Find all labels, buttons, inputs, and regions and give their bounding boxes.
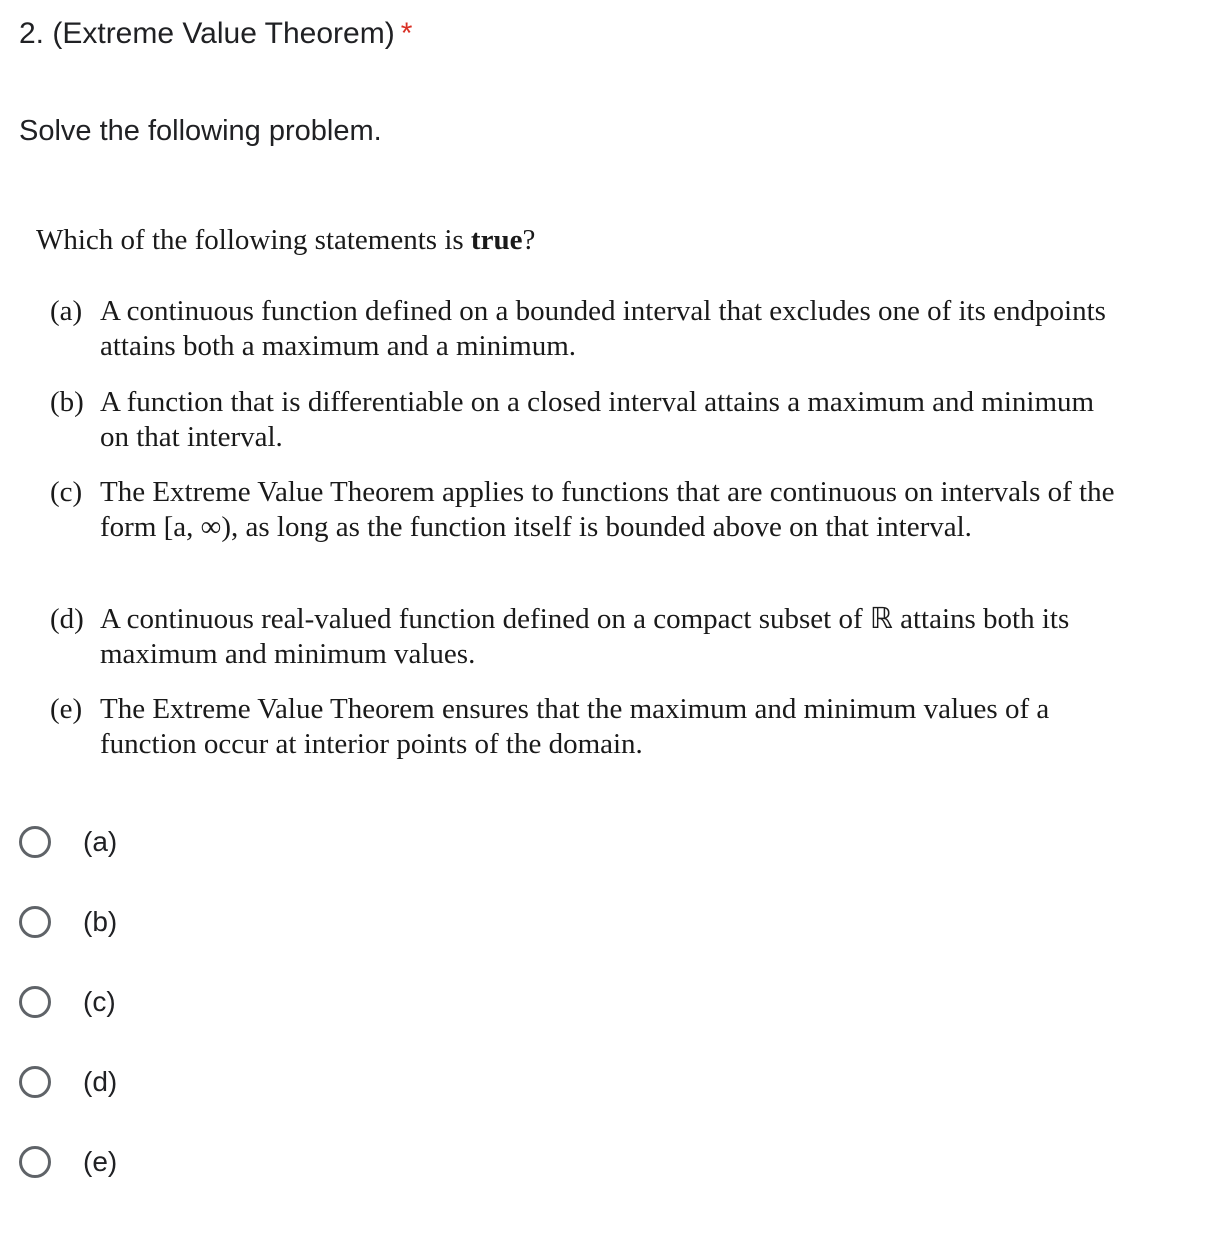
statement-b: [50, 385, 1116, 455]
option-c[interactable]: [19, 978, 319, 1026]
statement-text: The Extreme Value Theorem applies to functions that are continuous on intervals of the form [a, ∞), as long as the function itself is bounded above on that interval.: [100, 476, 1115, 543]
option-label: (a): [83, 826, 118, 857]
radio-button-icon[interactable]: [19, 986, 51, 1018]
statement-text: A continuous function defined on a bounded interval that excludes one of its endpoints attains both a maximum and a minimum.: [100, 295, 1106, 362]
option-label: (b): [83, 906, 118, 937]
statement-label: (b): [50, 386, 84, 418]
question-title-text: 2. (Extreme Value Theorem): [19, 17, 395, 50]
radio-button-icon[interactable]: [19, 1146, 51, 1178]
question-description: Solve the following problem.: [19, 115, 382, 147]
statement-label: (a): [50, 295, 83, 327]
statement-text: A function that is differentiable on a closed interval attains a maximum and minimum on that interval.: [100, 386, 1095, 453]
option-a[interactable]: [19, 818, 319, 866]
option-label: (e): [83, 1146, 118, 1177]
statement-a: [50, 294, 1116, 364]
option-label: (c): [83, 986, 116, 1017]
statement-label: (e): [50, 693, 83, 725]
prompt-emphasis: true: [470, 224, 523, 256]
radio-button-icon[interactable]: [19, 826, 51, 858]
option-e[interactable]: [19, 1138, 319, 1186]
radio-button-icon[interactable]: [19, 1066, 51, 1098]
statement-text: A continuous real-valued function defined on a compact subset of ℝ attains both its maximum and minimum values.: [100, 603, 1070, 670]
prompt-end: ?: [522, 224, 536, 256]
prompt-text: Which of the following statements is: [36, 224, 471, 256]
statement-label: (c): [50, 476, 83, 508]
statement-e: [50, 692, 1116, 762]
option-d[interactable]: [19, 1058, 319, 1106]
problem-prompt: [36, 222, 535, 258]
statement-label: (d): [50, 603, 84, 635]
radio-button-icon[interactable]: [19, 906, 51, 938]
question-title: [19, 14, 412, 54]
option-b[interactable]: [19, 898, 319, 946]
option-label: (d): [83, 1066, 118, 1097]
statement-d: [50, 602, 1116, 672]
statement-c: [50, 475, 1116, 545]
required-asterisk: *: [400, 17, 413, 50]
statement-text: The Extreme Value Theorem ensures that the maximum and minimum values of a function occur at interior points of the domain.: [100, 693, 1050, 760]
